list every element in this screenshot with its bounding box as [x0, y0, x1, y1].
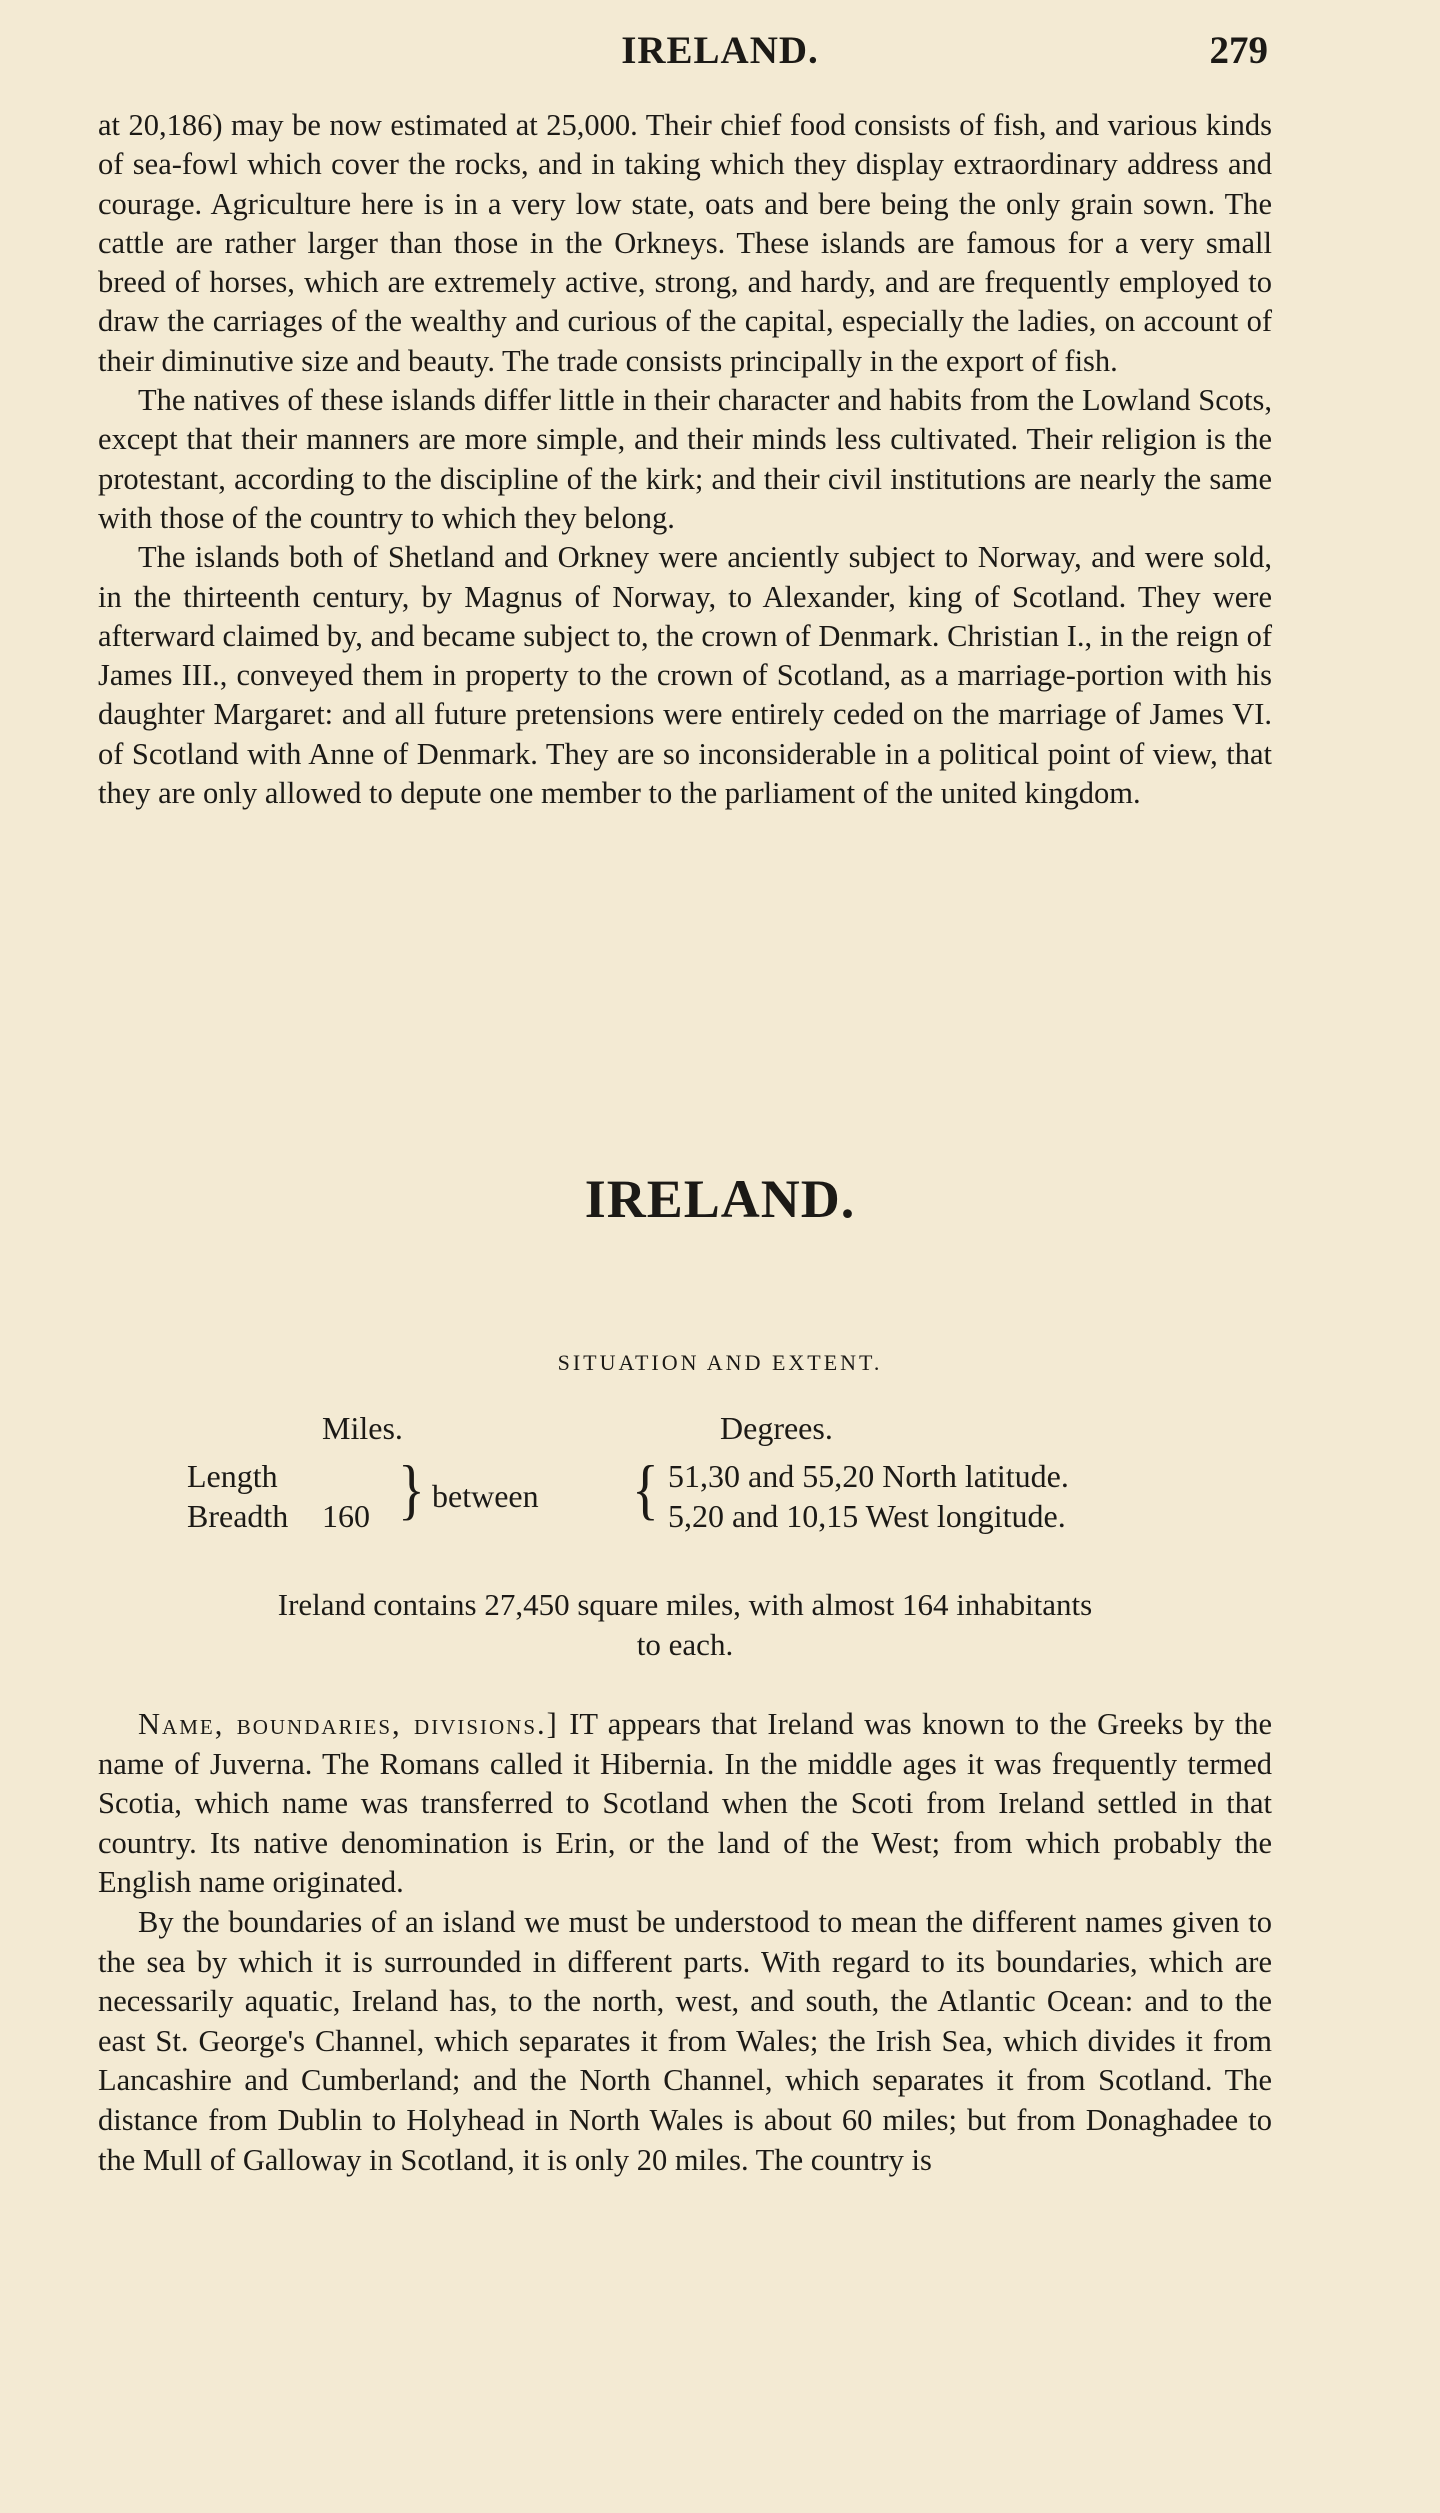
breadth-label: Breadth	[187, 1498, 289, 1534]
running-title: IRELAND.	[621, 29, 819, 72]
names-section	[98, 1705, 1272, 2180]
right-brace: {	[632, 1452, 659, 1528]
paragraph-natives: The natives of these islands differ little in their character and habits from the Lowland Scots, except that their manners are more simple, and their minds less cultivated. Their religion is the protestant, according to the discipline of the kirk; and their civil institutions are nearly the same with those of the country to which they belong.	[98, 383, 1272, 535]
left-brace: }	[398, 1452, 425, 1528]
page-number: 279	[1209, 29, 1268, 72]
between-label: between	[432, 1478, 539, 1514]
paragraph-shetland-population: at 20,186) may be now estimated at 25,000. Their chief food consists of fish, and various kinds of sea-fowl which cover the rocks, and in taking which they display extraordinary address and courage. Agriculture here is in a very low state, oats and bere being the only grain sown. The cattle are rather larger than those in the Orkneys. These islands are famous for a very small breed of horses, which are extremely active, strong, and hardy, and are frequently employed to draw the carriages of the wealthy and curious of the capital, especially the ladies, on account of their diminutive size and beauty. The trade consists principally in the export of fish.	[98, 108, 1272, 378]
area-summary	[98, 1585, 1272, 1665]
section-subtitle: SITUATION AND EXTENT.	[557, 1350, 883, 1375]
miles-header: Miles.	[322, 1410, 403, 1446]
paragraph-boundaries: By the boundaries of an island we must be understood to mean the different names given to the sea by which it is surrounded in different parts. With regard to its boundaries, which are necessarily aquatic, Ireland has, to the north, west, and south, the Atlantic Ocean: and to the east St. George's Channel, which separates it from Wales; the Irish Sea, which divides it from Lancashire and Cumberland; and the North Channel, which separates it from Scotland. The distance from Dublin to Holyhead in North Wales is about 60 miles; but from Donaghadee to the Mull of Galloway in Scotland, it is only 20 miles. The country is	[98, 1904, 1272, 2177]
paragraph-names	[98, 1705, 1272, 1903]
area-summary-line-2: to each.	[636, 1627, 734, 1662]
section-title: IRELAND.	[584, 1169, 856, 1229]
upper-text-block	[98, 106, 1272, 813]
latitude-value: 51,30 and 55,20 North latitude.	[668, 1458, 1069, 1494]
area-summary-line-1: Ireland contains 27,450 square miles, with almost 164 inhabitants	[277, 1587, 1093, 1622]
running-head	[0, 28, 1440, 78]
extent-table	[0, 1410, 1440, 1560]
miles-value: 160	[322, 1498, 370, 1534]
length-label: Length	[187, 1458, 278, 1494]
degrees-header: Degrees.	[720, 1410, 833, 1446]
side-heading: Name, boundaries, divisions.]	[138, 1707, 559, 1741]
longitude-value: 5,20 and 10,15 West longitude.	[668, 1498, 1066, 1534]
paragraph-history: The islands both of Shetland and Orkney were anciently subject to Norway, and were sold, in the thirteenth century, by Magnus of Norway, to Alexander, king of Scotland. They were afterward claimed by, and became subject to, the crown of Denmark. Christian I., in the reign of James III., conveyed them in property to the crown of Scotland, as a marriage-portion with his daughter Margaret: and all future pretensions were entirely ceded on the marriage of James VI. of Scotland with Anne of Denmark. They are so inconsiderable in a political point of view, that they are only allowed to depute one member to the parliament of the united kingdom.	[98, 540, 1272, 811]
paragraph-names-text: IT appears that Ireland was known to the Greeks by the name of Juverna. The Romans called it Hibernia. In the middle ages it was frequently termed Scotia, which name was transferred to Scotland when the Scoti from Ireland settled in that country. Its native denomination is Erin, or the land of the West; from which probably the English name originated.	[98, 1707, 1272, 1900]
